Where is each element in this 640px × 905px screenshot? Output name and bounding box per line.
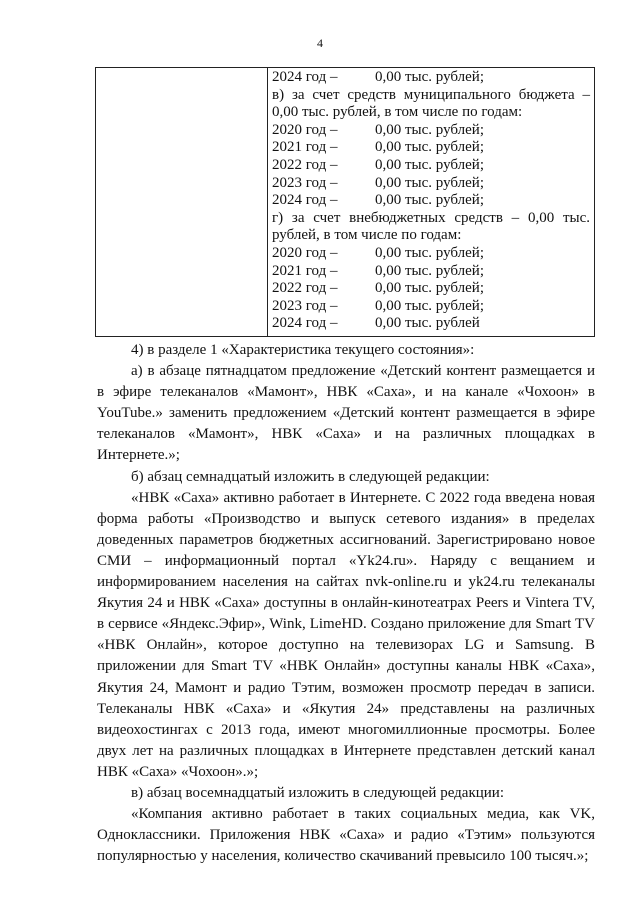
table-row [96, 68, 595, 337]
funding-value: 0,00 тыс. рублей; [375, 139, 484, 156]
funding-value: 0,00 тыс. рублей; [375, 244, 484, 261]
funding-year: 2024 год – [272, 315, 338, 332]
table-left-cell [96, 68, 268, 337]
table-right-cell [268, 68, 595, 337]
paragraph: а) в абзаце пятнадцатом предложение «Детский контент размещается и в эфире телеканалов «Мамонт», НВК «Саха», и на канале «Чохоон» в YouTube.» заменить предложением «Детский контент размещается в эфире телеканалов «Мамонт», НВК «Саха» и на различных площадках в Интернете.»; [97, 363, 595, 464]
funding-year-row [272, 139, 590, 157]
funding-value: 0,00 тыс. рублей; [375, 297, 484, 314]
budget-table [95, 67, 595, 337]
funding-value: 0,00 тыс. рублей; [375, 280, 484, 297]
funding-value: 0,00 тыс. рублей; [375, 121, 484, 138]
funding-value: 0,00 тыс. рублей; [375, 262, 484, 279]
page-number: 4 [317, 36, 323, 50]
funding-value: 0,00 тыс. рублей; [375, 69, 484, 85]
funding-year: 2020 год – [272, 121, 338, 138]
funding-year-row [272, 122, 590, 140]
paragraph: «НВК «Саха» активно работает в Интернете. С 2022 года введена новая форма работы «Производство и выпуск сетевого издания» в пределах доведенных параметров бюджетных ассигнований. Зарегистрировано новое СМИ – информационный портал «Yk24.ru». Наряду с вещанием и информированием населения на сайтах nvk-online.ru и yk24.ru телеканалы Якутия 24 и НВК «Саха» доступны в онлайн-кинотеатрах Peers и Vintera TV, в сервисе «Яндекс.Эфир», Wink, LimeHD. Создано приложение для Smart TV «НВК Онлайн», которое доступно на телевизорах LG и Samsung. В приложении для Smart TV «НВК Онлайн» доступны каналы НВК «Саха», Якутия 24, Мамонт и радио Тэтим, возможен просмотр передач в записи. Телеканалы НВК «Саха» и «Якутия 24» представлены на различных видеохостингах с 2013 года, имеют многомиллионные просмотры. Более двух лет на различных площадках в Интернете представлен детский канал НВК «Саха» «Чохоон».»; [97, 489, 595, 780]
funding-year: 2023 год – [272, 174, 338, 191]
funding-value: 0,00 тыс. рублей; [375, 156, 484, 173]
funding-year: 2024 год – [272, 192, 338, 209]
funding-value: 0,00 тыс. рублей; [375, 192, 484, 209]
funding-value: 0,00 тыс. рублей [375, 315, 480, 332]
funding-value: 0,00 тыс. рублей; [375, 174, 484, 191]
paragraph: 4) в разделе 1 «Характеристика текущего состояния»: [131, 342, 475, 358]
funding-year-row [272, 298, 590, 316]
funding-year-row [272, 263, 590, 281]
funding-source-text: г) за счет внебюджетных средств – 0,00 тыс. рублей, в том числе по годам: [272, 209, 590, 244]
funding-year-row [272, 157, 590, 175]
funding-year-row [272, 280, 590, 298]
funding-source-text: в) за счет средств муниципального бюджета – 0,00 тыс. рублей, в том числе по годам: [272, 86, 590, 121]
funding-year-row [272, 175, 590, 193]
funding-year-row [272, 315, 590, 333]
funding-year: 2021 год – [272, 262, 338, 279]
funding-year-row [272, 245, 590, 263]
paragraph: в) абзац восемнадцатый изложить в следующей редакции: [131, 784, 504, 801]
funding-year: 2022 год – [272, 280, 338, 297]
paragraph: «Компания активно работает в таких социальных медиа, как VK, Одноклассники. Приложения НВК «Саха» и радио «Тэтим» пользуются популярностью у населения, количество скачиваний превысило 100 тысяч.»; [97, 806, 595, 865]
funding-list [272, 69, 590, 333]
funding-year: 2022 год – [272, 156, 338, 173]
funding-year-row [272, 69, 590, 87]
funding-year: 2023 год – [272, 297, 338, 314]
funding-year: 2024 год – [272, 69, 338, 85]
paragraph: б) абзац семнадцатый изложить в следующей редакции: [131, 468, 490, 485]
funding-year-row [272, 192, 590, 210]
funding-year: 2020 год – [272, 244, 338, 261]
funding-year: 2021 год – [272, 139, 338, 156]
document-body [97, 340, 595, 867]
